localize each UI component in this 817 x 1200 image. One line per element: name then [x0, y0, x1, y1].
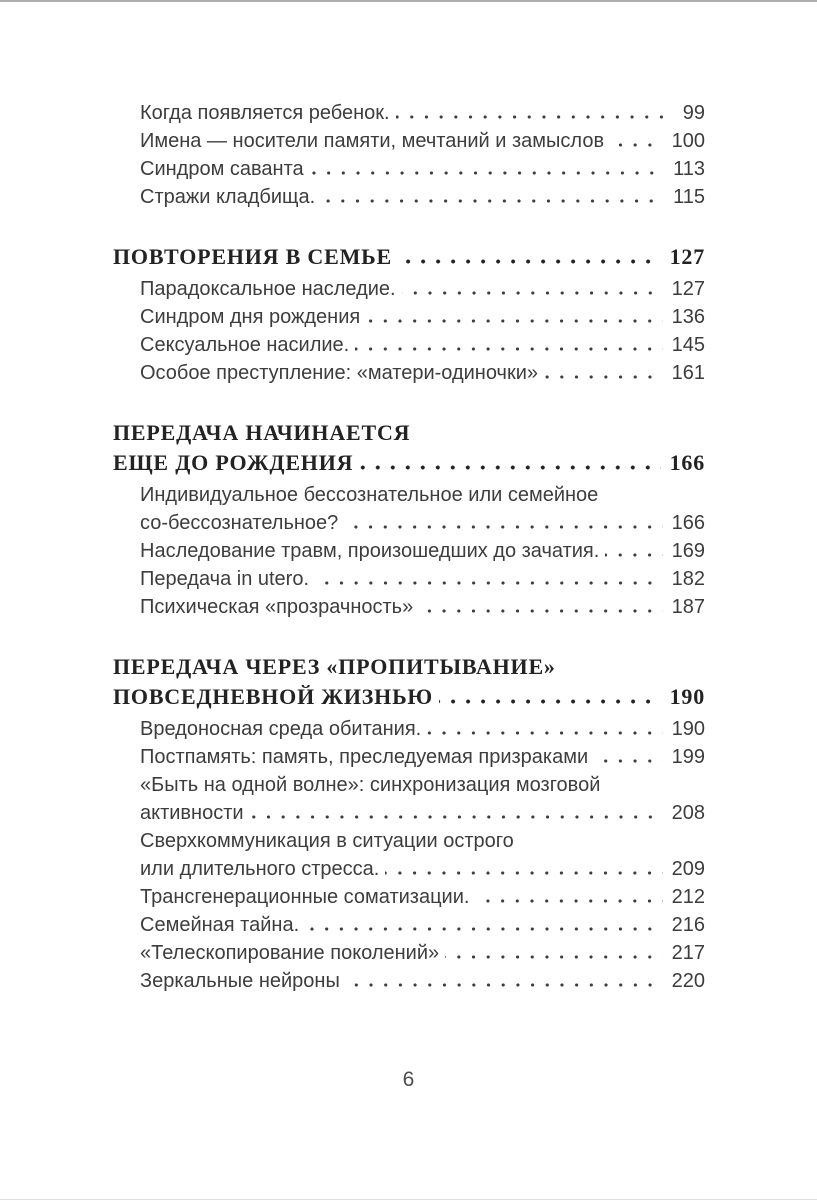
dot-leader: [439, 699, 661, 704]
toc-entry-title: Стражи кладбища.: [140, 186, 316, 208]
toc-entry-page-number: 136: [671, 306, 705, 328]
toc-entry-title: Когда появляется ребенок.: [140, 102, 390, 124]
toc-entry: [140, 743, 705, 771]
toc-entry-title: Синдром дня рождения: [140, 306, 361, 328]
toc-entry-title: «Быть на одной волне»: синхронизация мозговой: [140, 774, 601, 796]
heading-line: ПЕРЕДАЧА ЧЕРЕЗ «ПРОПИТЫВАНИЕ»: [113, 654, 556, 679]
dot-leader: [594, 759, 662, 763]
toc-entry-page-number: 115: [673, 186, 705, 208]
dot-leader: [396, 115, 674, 119]
heading-page-number: 166: [669, 450, 705, 475]
toc-entry-title: Психическая «прозрачность»: [140, 596, 414, 618]
toc-entry: [140, 939, 705, 967]
toc-entry-title: Наследование травм, произошедших до зачатия.: [140, 540, 600, 562]
toc-entry-page-number: 166: [671, 512, 705, 534]
toc-entry: [140, 481, 705, 537]
dot-leader: [321, 199, 664, 203]
toc-entry: [140, 183, 705, 211]
toc-section: [113, 652, 705, 995]
toc-entry-page-number: 182: [671, 568, 705, 590]
toc-entry-title: Семейная тайна.: [140, 914, 300, 936]
toc-entry: [140, 593, 705, 621]
toc-entry-page-number: 217: [671, 942, 705, 964]
toc-entry: [140, 565, 705, 593]
toc-entry: [140, 911, 705, 939]
dot-leader: [355, 347, 662, 351]
heading-page-number: 190: [669, 684, 705, 709]
toc-entry: [140, 155, 705, 183]
toc-entry: [140, 275, 705, 303]
heading-line: ПОВСЕДНЕВНОЙ ЖИЗНЬЮ: [113, 684, 433, 709]
toc-entry-title: Вредоносная среда обитания.: [140, 718, 422, 740]
table-of-contents: [113, 99, 705, 995]
toc-entry-page-number: 145: [671, 334, 705, 356]
toc-entry-page-number: 208: [671, 802, 705, 824]
toc-entry-title: Индивидуальное бессознательное или семейное: [140, 484, 599, 506]
toc-entry-page-number: 161: [671, 362, 705, 384]
toc-entry-page-number: 220: [671, 970, 705, 992]
toc-entry-page-number: 127: [671, 278, 705, 300]
toc-entry: [140, 771, 705, 827]
toc-entry-title: или длительного стресса.: [140, 858, 380, 880]
toc-entry: [140, 303, 705, 331]
toc-entry: [140, 331, 705, 359]
dot-leader: [359, 465, 660, 470]
dot-leader: [344, 525, 662, 529]
toc-entry-title: Сверхкоммуникация в ситуации острого: [140, 830, 514, 852]
toc-entry-title: Трансгенерационные соматизации.: [140, 886, 470, 908]
toc-entry-title: Синдром саванта: [140, 158, 304, 180]
toc-entry-title: «Телескопирование поколений»: [140, 942, 440, 964]
heading-page-number: 127: [669, 244, 705, 269]
dot-leader: [385, 871, 662, 875]
dot-leader: [544, 375, 663, 379]
toc-entry: [140, 99, 705, 127]
toc-entry-title: Постпамять: память, преследуемая призраками: [140, 746, 589, 768]
dot-leader: [310, 171, 664, 175]
dot-leader: [419, 609, 662, 613]
toc-entry-page-number: 199: [671, 746, 705, 768]
dot-leader: [305, 927, 663, 931]
toc-entry: [140, 715, 705, 743]
toc-entry-title: активности: [140, 802, 244, 824]
toc-section: [113, 99, 705, 211]
toc-entry-page-number: 169: [671, 540, 705, 562]
toc-entry-page-number: 187: [671, 596, 705, 618]
dot-leader: [610, 143, 663, 147]
toc-entry-page-number: 100: [671, 130, 705, 152]
toc-entry-page-number: 216: [671, 914, 705, 936]
toc-entry-title: Зеркальные нейроны: [140, 970, 340, 992]
dot-leader: [475, 899, 662, 903]
page-folio-number: 6: [402, 1068, 415, 1091]
page-top-scan-edge: [0, 0, 817, 2]
dot-leader: [402, 291, 663, 295]
toc-section-heading: [113, 652, 705, 712]
toc-entry-title: со-бессознательное?: [140, 512, 339, 534]
heading-line: ЕЩЕ ДО РОЖДЕНИЯ: [113, 450, 354, 475]
toc-entry: [140, 967, 705, 995]
toc-entry-title: Сексуальное насилие.: [140, 334, 350, 356]
toc-entry-page-number: 113: [673, 158, 705, 180]
toc-entry-page-number: 190: [671, 718, 705, 740]
dot-leader: [366, 319, 662, 323]
toc-entry: [140, 537, 705, 565]
toc-entry-page-number: 212: [671, 886, 705, 908]
toc-entry: [140, 827, 705, 883]
toc-entry: [140, 359, 705, 387]
dot-leader: [346, 983, 663, 987]
toc-section: [113, 418, 705, 621]
toc-entry-page-number: 209: [671, 858, 705, 880]
toc-section-heading: [113, 418, 705, 478]
dot-leader: [445, 955, 662, 959]
dot-leader: [315, 581, 663, 585]
toc-entry-title: Парадоксальное наследие.: [140, 278, 396, 300]
toc-entry: [140, 127, 705, 155]
toc-entry-title: Особое преступление: «матери-одиночки»: [140, 362, 538, 384]
dot-leader: [605, 553, 662, 557]
heading-line: ПОВТОРЕНИЯ В СЕМЬЕ: [113, 244, 392, 269]
toc-entry-title: Передача in utero.: [140, 568, 310, 590]
dot-leader: [250, 815, 663, 819]
dot-leader: [398, 259, 661, 264]
toc-entry-page-number: 99: [682, 102, 705, 124]
toc-entry: [140, 883, 705, 911]
toc-entry-title: Имена — носители памяти, мечтаний и замыслов: [140, 130, 605, 152]
heading-line: ПЕРЕДАЧА НАЧИНАЕТСЯ: [113, 420, 411, 445]
dot-leader: [427, 731, 662, 735]
toc-section: [113, 242, 705, 387]
toc-section-heading: [113, 242, 705, 272]
